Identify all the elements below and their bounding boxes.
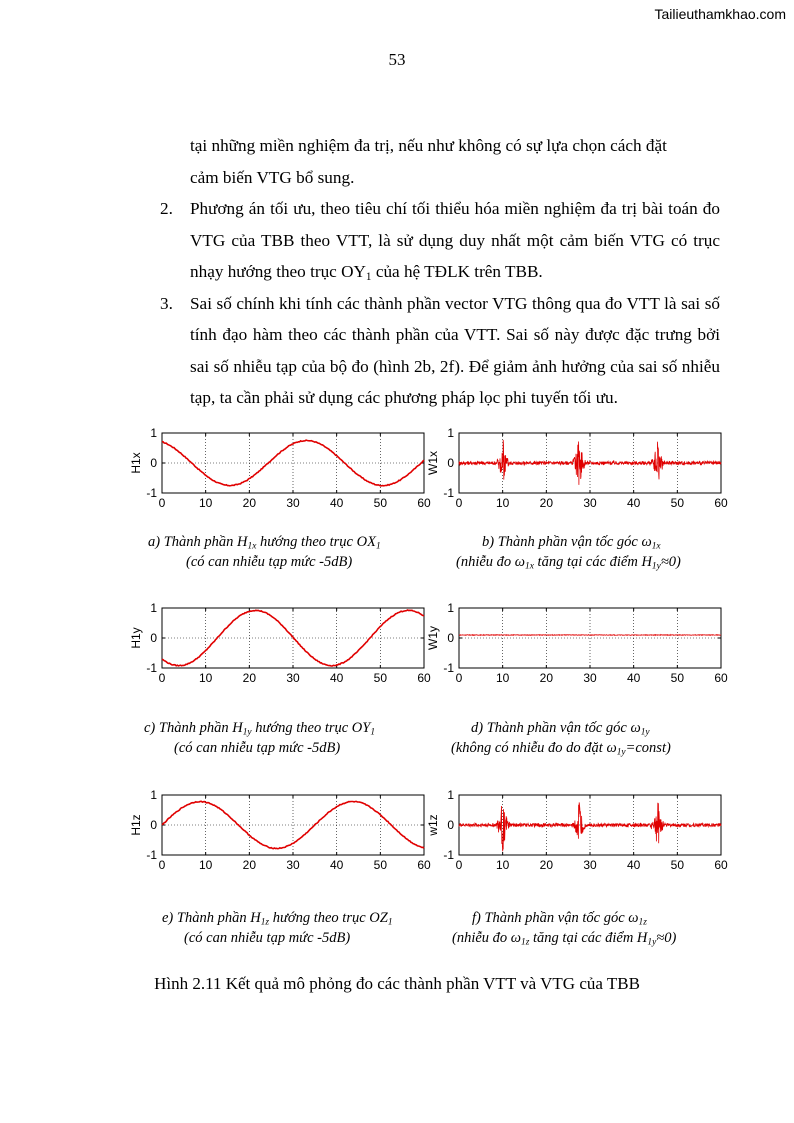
x-tick-label: 20 xyxy=(242,858,257,872)
y-axis-label: H1y xyxy=(129,627,143,649)
list-text: Phương án tối ưu, theo tiêu chí tối thiểu hóa miền nghiệm đa trị bài toán đo VTG của TBB theo VTT, là sử dụng duy nhất một cảm biến VTG có trục nhạy hướng theo trục $OY_1$ của hệ TĐLK trên TBB. xyxy=(190,199,720,283)
x-tick-label: 30 xyxy=(286,858,300,872)
caption-b: b) Thành phần vận tốc góc $\omega_{1x}$ (nhiễu đo $\omega_{1x}$ tăng tại các điểm $H_{1y}\approx 0$) xyxy=(456,534,681,572)
x-tick-label: 20 xyxy=(539,671,554,685)
x-tick-label: 30 xyxy=(583,858,597,872)
continuation-line-1: tại những miền nghiệm đa trị, nếu như không có sự lựa chọn cách đặt xyxy=(190,136,667,155)
chart-c xyxy=(128,600,438,690)
x-tick-label: 50 xyxy=(670,858,685,872)
x-tick-label: 20 xyxy=(242,671,257,685)
page-number: 53 xyxy=(388,50,406,69)
y-axis-label: w1z xyxy=(426,814,440,836)
y-tick-label: -1 xyxy=(146,661,157,675)
y-tick-label: 1 xyxy=(447,601,454,615)
x-tick-label: 20 xyxy=(242,496,257,510)
y-tick-label: -1 xyxy=(146,848,157,862)
y-tick-label: -1 xyxy=(146,486,157,500)
y-axis-label: W1y xyxy=(426,626,440,650)
caption-d: d) Thành phần vận tốc góc $\omega_{1y}$ (không có nhiễu đo do đặt $\omega_{1y}=const$) xyxy=(451,720,671,758)
y-tick-label: 1 xyxy=(150,788,157,802)
list-number: 3. xyxy=(160,293,173,313)
x-tick-label: 0 xyxy=(455,496,463,510)
x-tick-label: 60 xyxy=(417,671,431,685)
x-tick-label: 0 xyxy=(158,496,166,510)
y-tick-label: 1 xyxy=(447,426,454,440)
x-tick-label: 0 xyxy=(455,671,463,685)
y-tick-label: 1 xyxy=(150,426,157,440)
list-item-2 xyxy=(160,193,720,288)
figure-caption: Hình 2.11 Kết quả mô phỏng đo các thành phần VTT và VTG của TBB xyxy=(154,974,640,993)
x-tick-label: 0 xyxy=(455,858,463,872)
caption-a: a) Thành phần $H_{1x}$ hướng theo trục $OX_1$ (có can nhiễu tạp mức -5dB) xyxy=(148,534,381,570)
x-tick-label: 10 xyxy=(495,858,510,872)
caption-f: f) Thành phần vận tốc góc $\omega_{1z}$ (nhiễu đo $\omega_{1z}$ tăng tại các điểm $H_{1y}\approx 0$) xyxy=(452,910,677,948)
x-tick-label: 20 xyxy=(539,858,554,872)
continuation-line-2: cảm biến VTG bổ sung. xyxy=(190,167,355,187)
x-tick-label: 30 xyxy=(286,496,300,510)
chart-b xyxy=(425,425,735,515)
x-tick-label: 40 xyxy=(626,496,641,510)
y-tick-label: 0 xyxy=(447,631,454,645)
x-tick-label: 50 xyxy=(373,671,388,685)
list-text: Sai số chính khi tính các thành phần vector VTG thông qua đo VTT là sai số tính đạo hàm theo các thành phần của VTT. Sai số này được đặc trưng bởi sai số nhiễu tạp của bộ đo (hình 2b, 2f). Để giảm ảnh hưởng của sai số nhiễu tạp, ta cần phải sử dụng các phương pháp lọc phi tuyến tối ưu. xyxy=(190,293,720,407)
watermark: Tailieuthamkhao.com xyxy=(654,6,786,22)
x-tick-label: 50 xyxy=(670,671,685,685)
x-tick-label: 40 xyxy=(329,671,344,685)
y-tick-label: 0 xyxy=(150,818,157,832)
y-tick-label: 0 xyxy=(150,456,157,470)
x-tick-label: 10 xyxy=(198,858,213,872)
x-tick-label: 30 xyxy=(583,496,597,510)
x-tick-label: 50 xyxy=(670,496,685,510)
x-tick-label: 40 xyxy=(329,496,344,510)
x-tick-label: 10 xyxy=(198,496,213,510)
x-tick-label: 20 xyxy=(539,496,554,510)
y-tick-label: 0 xyxy=(447,818,454,832)
x-tick-label: 10 xyxy=(495,496,510,510)
x-tick-label: 60 xyxy=(714,496,728,510)
series-line-W1y xyxy=(459,635,721,636)
x-tick-label: 40 xyxy=(626,671,641,685)
x-tick-label: 60 xyxy=(417,496,431,510)
x-tick-label: 50 xyxy=(373,858,388,872)
x-tick-label: 30 xyxy=(583,671,597,685)
y-axis-label: H1x xyxy=(129,452,143,474)
chart-e xyxy=(128,787,438,877)
series-line-w1z xyxy=(459,802,721,851)
x-tick-label: 10 xyxy=(495,671,510,685)
chart-f xyxy=(425,787,735,877)
y-tick-label: 1 xyxy=(447,788,454,802)
chart-a xyxy=(128,425,438,515)
caption-c: c) Thành phần $H_{1y}$ hướng theo trục $OY_1$ (có can nhiễu tạp mức -5dB) xyxy=(144,720,376,756)
x-tick-label: 0 xyxy=(158,671,166,685)
x-tick-label: 60 xyxy=(417,858,431,872)
x-tick-label: 40 xyxy=(329,858,344,872)
x-tick-label: 60 xyxy=(714,671,728,685)
y-axis-label: W1x xyxy=(426,451,440,475)
y-tick-label: -1 xyxy=(443,848,454,862)
x-tick-label: 40 xyxy=(626,858,641,872)
list-number: 2. xyxy=(160,199,173,218)
paragraph-continuation xyxy=(160,130,720,193)
y-tick-label: -1 xyxy=(443,486,454,500)
chart-d xyxy=(425,600,735,690)
x-tick-label: 10 xyxy=(198,671,213,685)
y-tick-label: 0 xyxy=(447,456,454,470)
x-tick-label: 0 xyxy=(158,858,166,872)
x-tick-label: 30 xyxy=(286,671,300,685)
caption-e: e) Thành phần $H_{1z}$ hướng theo trục $OZ_1$ (có can nhiễu tạp mức -5dB) xyxy=(162,910,393,946)
list-item-3 xyxy=(160,288,720,414)
y-tick-label: 0 xyxy=(150,631,157,645)
x-tick-label: 60 xyxy=(714,858,728,872)
y-axis-label: H1z xyxy=(129,814,143,836)
y-tick-label: -1 xyxy=(443,661,454,675)
body-text xyxy=(160,130,720,414)
x-tick-label: 50 xyxy=(373,496,388,510)
y-tick-label: 1 xyxy=(150,601,157,615)
